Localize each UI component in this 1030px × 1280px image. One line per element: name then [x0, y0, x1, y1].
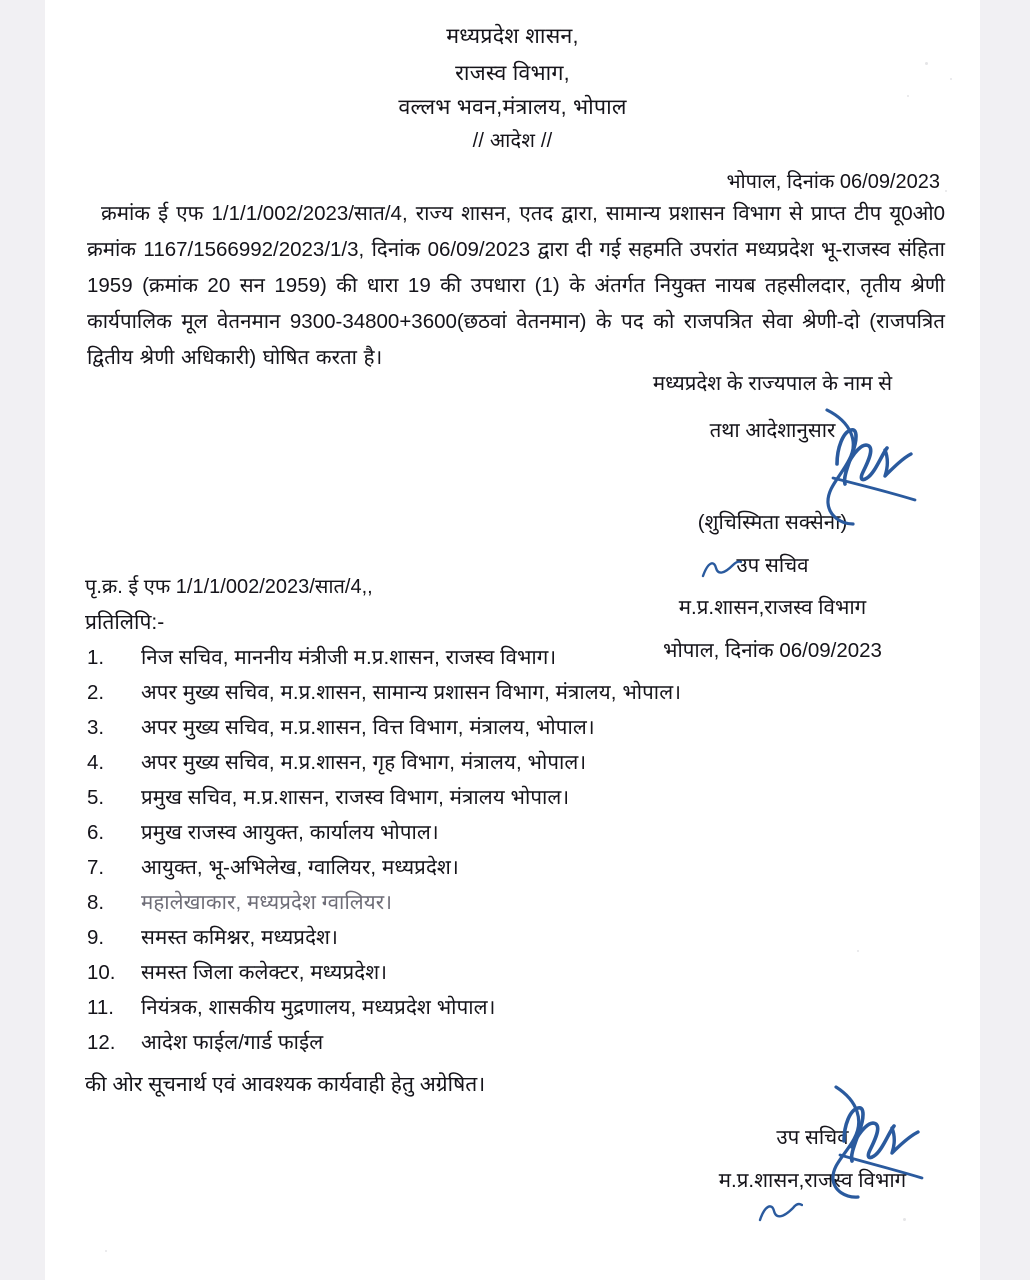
- list-item-text: आदेश फाईल/गार्ड फाईल: [141, 1031, 324, 1054]
- list-item: [87, 678, 967, 713]
- list-item: [87, 923, 967, 958]
- list-item: [87, 888, 967, 923]
- handwritten-initial-icon: [757, 1198, 803, 1226]
- order-body-paragraph: क्रमांक ई एफ 1/1/1/002/2023/सात/4, राज्य शासन, एतद द्वारा, सामान्य प्रशासन विभाग से प्राप्त टीप यू0ओ0 क्रमांक 1167/1566992/2023/1/3, दिनांक 06/09/2023 द्वारा दी गई सहमति उपरांत मध्यप्रदेश भू-राजस्व संहिता 1959 (क्रमांक 20 सन 1959) की धारा 19 की उपधारा (1) के अंतर्गत नियुक्त नायब तहसीलदार, तृतीय श्रेणी कार्यपालिक मूल वेतनमान 9300-34800+3600(छठवां वेतनमान) के पद को राजपत्रित सेवा श्रेणी-दो (राजपत्रित द्वितीय श्रेणी अधिकारी) घोषित करता है।: [87, 202, 945, 369]
- list-item: [87, 643, 967, 678]
- header-government-name: मध्यप्रदेश शासन,: [446, 24, 579, 48]
- list-item-number: 12.: [87, 1031, 116, 1054]
- list-item: [87, 1028, 967, 1063]
- document-page: [45, 0, 980, 1280]
- list-item: [87, 748, 967, 783]
- list-item-number: 1.: [87, 646, 105, 669]
- list-item-number: 3.: [87, 716, 105, 739]
- list-item-number: 11.: [87, 996, 114, 1019]
- signatory-designation: उप सचिव: [736, 553, 809, 577]
- list-item-number: 9.: [87, 926, 105, 949]
- authority-line-governor: मध्यप्रदेश के राज्यपाल के नाम से: [652, 372, 893, 395]
- list-item: [87, 993, 967, 1028]
- list-item: [87, 713, 967, 748]
- copy-distribution-list: [87, 643, 967, 1063]
- signatory-department: म.प्र.शासन,राजस्व विभाग: [678, 596, 867, 619]
- list-item-number: 7.: [87, 856, 105, 879]
- endorsement-closing-line: की ओर सूचनार्थ एवं आवश्यक कार्यवाही हेतु अग्रेषित।: [85, 1073, 486, 1096]
- copy-to-label: प्रतिलिपि:-: [85, 611, 165, 634]
- list-item-text: समस्त जिला कलेक्टर, मध्यप्रदेश।: [141, 961, 388, 984]
- bottom-signature-block: [645, 1128, 980, 1191]
- list-item-text: समस्त कमिश्नर, मध्यप्रदेश।: [141, 926, 338, 949]
- list-item-text: प्रमुख सचिव, म.प्र.शासन, राजस्व विभाग, मंत्रालय भोपाल।: [141, 786, 570, 809]
- list-item-number: 8.: [87, 891, 105, 914]
- list-item: [87, 853, 967, 888]
- list-item-number: 2.: [87, 681, 105, 704]
- list-item-text: महालेखाकार, मध्यप्रदेश ग्वालियर।: [141, 891, 393, 914]
- list-item: [87, 958, 967, 993]
- list-item-text: नियंत्रक, शासकीय मुद्रणालय, मध्यप्रदेश भोपाल।: [141, 996, 496, 1019]
- authority-line-by-order: तथा आदेशानुसार: [709, 418, 836, 442]
- header-address: वल्लभ भवन,मंत्रालय, भोपाल: [398, 95, 627, 119]
- list-item-text: आयुक्त, भू-अभिलेख, ग्वालियर, मध्यप्रदेश।: [141, 856, 459, 879]
- header-order-title: // आदेश //: [472, 130, 553, 152]
- authority-signature-block: [565, 374, 980, 661]
- list-item-text: निज सचिव, माननीय मंत्रीजी म.प्र.शासन, राजस्व विभाग।: [141, 646, 557, 669]
- signatory-place-date: भोपाल, दिनांक 06/09/2023: [663, 638, 882, 662]
- list-item: [87, 783, 967, 818]
- list-item-text: अपर मुख्य सचिव, म.प्र.शासन, वित्त विभाग, मंत्रालय, भोपाल।: [141, 716, 595, 739]
- list-item-number: 5.: [87, 786, 105, 809]
- list-item-text: प्रमुख राजस्व आयुक्त, कार्यालय भोपाल।: [141, 821, 439, 844]
- document-content: [45, 0, 980, 1280]
- list-item-number: 4.: [87, 751, 105, 774]
- signatory-name: (शुचिस्मिता सक्सेना): [697, 511, 848, 534]
- endorsement-reference-number: पृ.क्र. ई एफ 1/1/1/002/2023/सात/4,,: [85, 576, 373, 598]
- header-department-name: राजस्व विभाग,: [455, 61, 570, 85]
- list-item: [87, 818, 967, 853]
- list-item-number: 10.: [87, 961, 116, 984]
- order-place-date: भोपाल, दिनांक 06/09/2023: [726, 171, 940, 193]
- bottom-signatory-designation: उप सचिव: [776, 1126, 849, 1149]
- list-item-number: 6.: [87, 821, 105, 844]
- bottom-signatory-department: म.प्र.शासन,राजस्व विभाग: [718, 1168, 907, 1192]
- list-item-text: अपर मुख्य सचिव, म.प्र.शासन, सामान्य प्रशासन विभाग, मंत्रालय, भोपाल।: [141, 681, 682, 704]
- list-item-text: अपर मुख्य सचिव, म.प्र.शासन, गृह विभाग, मंत्रालय, भोपाल।: [141, 751, 587, 774]
